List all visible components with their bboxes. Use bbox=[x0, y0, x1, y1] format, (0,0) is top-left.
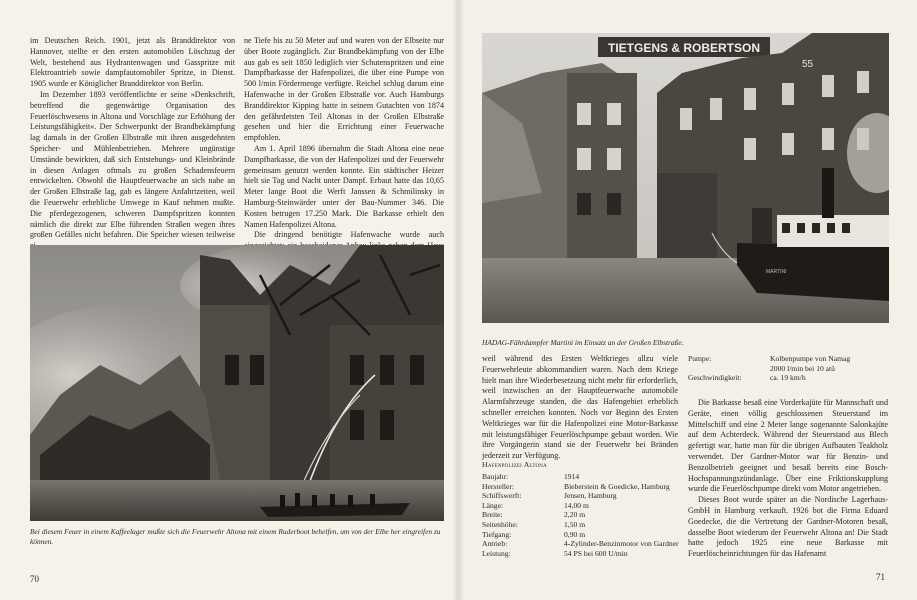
paragraph: ne Tiefe bis zu 50 Meter auf und waren von der Elbseite nur über Boote zugänglich. Zur Brandbekämpfung von der Elbe aus gab es seit 1850 lediglich vier Schutenspritzen und eine Dampfbarkasse der Hafenpolizei, die über eine Pumpe von 500 l/min Fördermenge verfügte. Reichel schlug darum eine Hafenwache in der Großen Elbstraße vor. Auch Hamburgs Branddirektor Kipping hatte in seinem Gutachten von 1874 den gefährdetsten Teil Altonas in der Großen Elbstraße gesehen und hier die Errichtung einer Feuerwache empfohlen. bbox=[244, 36, 444, 143]
left-text-column-1 bbox=[30, 36, 235, 252]
fire-photo bbox=[30, 245, 444, 521]
spec-row bbox=[482, 520, 679, 530]
paragraph: Dieses Boot wurde später an die Nordische Lagerhaus-GmbH in Hamburg verkauft. 1926 bot die Firma Eduard Goedecke, die die Vertretung der Gardner-Motoren besaß, dasselbe Boot wiederum der Feuerwehr Altona an! Die Stadt hatte jedoch 1925 eine neue Barkasse mit Feuerlöscheinrichtungen für das Hafenamt bbox=[688, 495, 888, 559]
spec-key: Geschwindigkeit: bbox=[688, 373, 742, 383]
spec-key: Leistung: bbox=[482, 548, 511, 558]
paragraph: weil während des Ersten Weltkrieges allzu viele Feuerwehrleute abkommandiert waren. Nach dem Kriege hielt man ihre Wiederbesetzung nicht mehr für erforderlich, weil inzwischen an der Hauptfeuerwache automobile Alarmfahrzeuge standen, die das Hafengebiet erheblich schneller erreichen konnten. Noch vor Beginn des Ersten Weltkrieges war für die Hafenpolizei eine Motor-Barkasse mit leistungsfähiger Feuerlöschpumpe gebaut worden. Wie ihre Vorgängerin stand sie der Feuerwehr bei Bränden jederzeit zur Verfügung. bbox=[482, 354, 678, 461]
spec-row bbox=[482, 510, 679, 520]
spec-block bbox=[482, 460, 682, 558]
spec-row bbox=[482, 472, 679, 482]
spec-value: 2000 l/min bei 10 atü bbox=[770, 363, 835, 373]
spec-row bbox=[482, 491, 679, 501]
page-number-right: 71 bbox=[876, 572, 885, 582]
spec-key: Seitenhöhe: bbox=[482, 519, 518, 529]
spec-value: 1,50 m bbox=[564, 519, 586, 529]
spec-key: Antrieb: bbox=[482, 539, 508, 549]
building-number: 55 bbox=[802, 59, 814, 70]
paragraph: Die dringend benötigte Hafenwache wurde auch bbox=[254, 230, 444, 240]
spec-key: Baujahr: bbox=[482, 472, 509, 481]
spec-block-2 bbox=[688, 354, 888, 383]
spec-key: Hersteller: bbox=[482, 481, 515, 491]
spec-row bbox=[482, 549, 679, 559]
right-page bbox=[458, 0, 917, 600]
left-text-column-2 bbox=[244, 36, 444, 263]
right-text-column-1 bbox=[482, 354, 678, 462]
spec-key: Länge: bbox=[482, 500, 504, 510]
spec-row bbox=[688, 364, 850, 374]
spec-key: Tiefgang: bbox=[482, 529, 512, 539]
spec-value: 0,90 m bbox=[564, 529, 586, 539]
spec-row bbox=[688, 354, 850, 364]
spec-row bbox=[482, 501, 679, 511]
paragraph: Am 1. April 1896 übernahm die Stadt Altona eine neue Dampfbarkasse, die von der Hafenpolizei und der Feuerwehr gemeinsam genutzt werden konnte. Ein städtischer Heizer hielt sie Tag und Nacht unter Dampf. Erbaut hatte das 10,65 Meter lange Boot die Werft Janssen & Schmilinsky in Hamburg-Steinwärder unter der Bau-Nummer 346. Die Kosten betrugen 17.250 Mark. Die Barkasse erhielt den Namen Hafenpolizei Altona. bbox=[244, 143, 444, 229]
spec-table bbox=[482, 472, 679, 558]
spec-row bbox=[482, 482, 679, 492]
spec-value: Bieberstein & Goedicke, Hamburg bbox=[564, 481, 670, 491]
spec-row bbox=[482, 530, 679, 540]
building-sign: TIETGENS & ROBERTSON bbox=[607, 41, 761, 55]
left-photo-caption: Bei diesem Feuer in einem Kaffeelager mußte sich die Feuerwehr Altona mit einem Ruderboot behelfen, um von der Elbe her eingreifen zu können. bbox=[30, 527, 441, 546]
paragraph: im Deutschen Reich. 1901, jetzt als Branddirektor von Hannover, stellte er den ersten automobilen Löschzug der Welt, bestehend aus Hydrantenwagen und Gasspritze mit Elektroantrieb sowie dampfautomobiler Spritze, in Dienst. 1905 wurde er Königlicher Branddirektor von Berlin. bbox=[30, 36, 235, 89]
spec-value: Jensen, Hamburg bbox=[564, 491, 617, 501]
spec-key: Breite: bbox=[482, 510, 503, 520]
right-text-column-2 bbox=[688, 398, 888, 560]
paragraph: Die Barkasse besaß eine Vorderkajüte für Mannschaft und Geräte, einen völlig geschlossenen Steuerstand im Mittelschiff und eine 2 Meter lange sogenannte Salonkajüte auf dem Achterdeck. Während der Steuerstand aus Blech gefertigt war, hatte man für die übrigen Aufbauten Teakholz verwendet. Der Gardner-Motor war für Benzin- und Benzolbetrieb geeignet und besaß bereits eine Bosch-Hochspannungszündanlage. Über eine Friktionskupplung wurde die Feuerlöschpumpe direkt vom Motor angetrieben. bbox=[688, 398, 888, 494]
spec-table-2 bbox=[688, 354, 850, 383]
spec-row bbox=[482, 539, 679, 549]
spec-key: Pumpe: bbox=[688, 354, 712, 363]
spec-value: 14,00 m bbox=[564, 500, 589, 510]
warehouse-photo bbox=[482, 33, 889, 323]
spec-value: 2,20 m bbox=[564, 510, 586, 520]
spec-value: ca. 19 km/h bbox=[770, 373, 806, 383]
page-number-left: 70 bbox=[30, 574, 39, 584]
spec-value: 4-Zylinder-Benzinmotor von Gardner bbox=[564, 539, 679, 549]
right-photo-caption: HADAG-Fährdampfer Martini im Einsatz an der Großen Elbstraße. bbox=[482, 338, 684, 347]
paragraph: Im Dezember 1893 veröffentlichte er seine »Denkschrift, betreffend die gegenwärtige Organisation des Feuerlöschwesens in Altona und Vorschläge zur Erhöhung der Leistungsfähigkeit«. Der Schwerpunkt der Brandbekämpfung lag damals in der Großen Elbstraße mit ihren ausgedehnten Speicher- und Mühlenbetrieben. Mehrere ungünstige Umstände bewirkten, daß sich Entstehungs- und Kleinbrände in diesen Anlagen oftmals zu großen Schadensfeuern entwickelten. Obwohl die Hauptfeuerwache an sich nahe an der Großen Elbstraße lag, gab es längere Anfahrtzeiten, weil die Feuerwehr erhebliche Umwege in Kauf nehmen mußte. Die pferdegezogenen, schweren Dampfspritzen konnten nämlich die direkt zur Elbe führenden Straßen wegen ihres großen Gefälles nicht befahren. Die Speicher wiesen teilweise bbox=[30, 89, 235, 240]
spec-key bbox=[688, 364, 770, 374]
spec-value: Kolbenpumpe von Namag bbox=[770, 354, 851, 363]
spec-key: Schiffswerft: bbox=[482, 491, 522, 501]
spec-row bbox=[688, 373, 850, 383]
book-gutter bbox=[452, 0, 464, 600]
spec-value: 1914 bbox=[564, 472, 580, 481]
spec-value: 54 PS bei 600 U/min bbox=[564, 548, 628, 558]
left-page bbox=[0, 0, 458, 600]
spec-title: Hafenpolizei Altona bbox=[482, 460, 547, 469]
boat-lettering: MARTINI bbox=[766, 269, 787, 275]
